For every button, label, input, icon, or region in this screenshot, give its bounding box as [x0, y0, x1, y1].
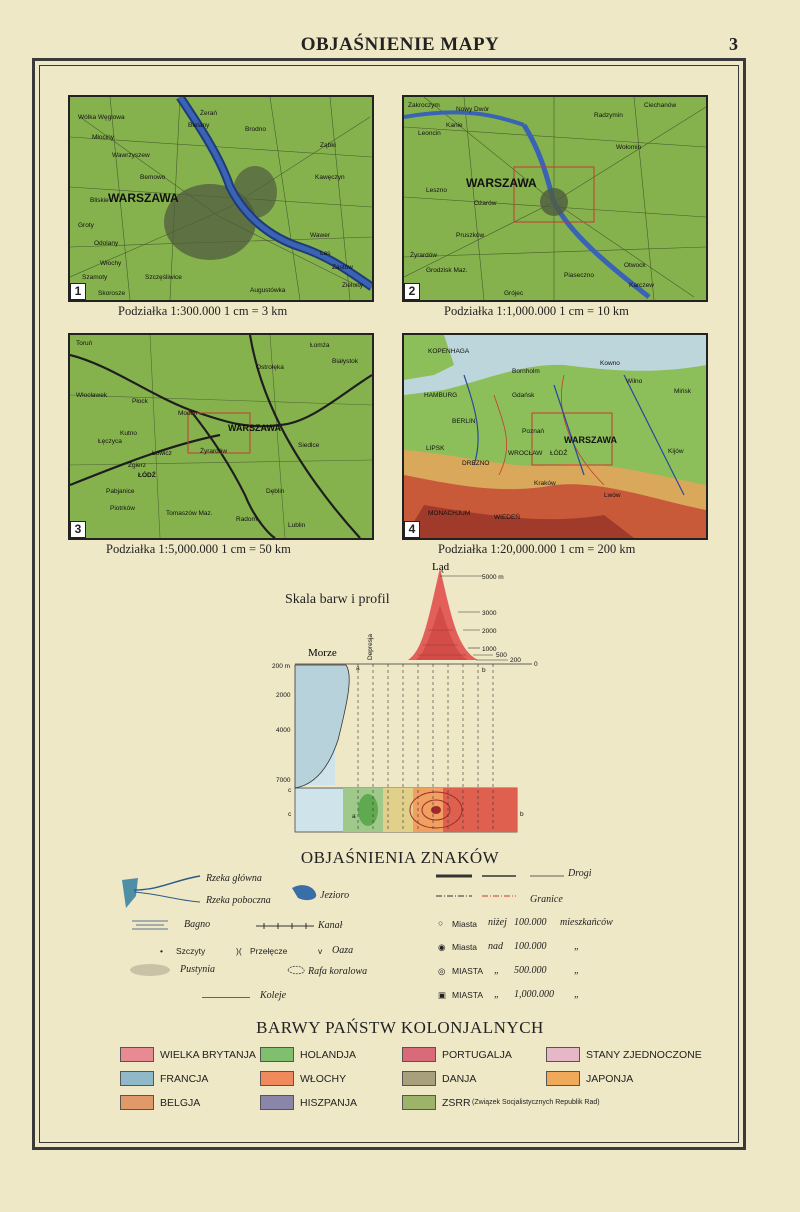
main-river-icon [134, 876, 200, 890]
swatch-portugal [402, 1047, 436, 1062]
svg-text:Las: Las [320, 250, 331, 257]
city-row-2-qualifier: nad [488, 941, 503, 952]
colonial-title: BARWY PAŃSTW KOLONJALNYCH [256, 1018, 544, 1037]
svg-text:b: b [482, 667, 486, 674]
svg-text:Pabjanice: Pabjanice [106, 488, 135, 495]
map-4-number: 4 [404, 521, 420, 538]
city-symbol-medium-icon: ◉ [438, 942, 446, 952]
svg-text:ŁÓDŹ: ŁÓDŹ [550, 450, 568, 457]
city-row-4-value: 1,000.000 [514, 989, 554, 1000]
svg-text:Szamoty: Szamoty [82, 274, 108, 281]
roads-label: Drogi [568, 868, 592, 879]
svg-text:Brodno: Brodno [245, 126, 266, 133]
svg-text:Pruszków: Pruszków [456, 232, 485, 239]
desert-icon [130, 964, 170, 976]
svg-text:Białystok: Białystok [332, 358, 359, 365]
river-mouth-icon [122, 878, 138, 908]
coral-reef-icon [288, 966, 304, 974]
city-row-4-unit: „ [574, 989, 580, 1000]
city-row-1-unit: mieszkańców [560, 917, 613, 928]
label-france: FRANCJA [160, 1073, 209, 1085]
swamp-canal-icons [128, 916, 348, 936]
label-ussr-note: (Związek Socjalistycznych Republik Rad) [472, 1099, 600, 1106]
main-river-label: Rzeka główna [206, 873, 262, 884]
swatch-usa [546, 1047, 580, 1062]
svg-text:Kowno: Kowno [600, 360, 620, 367]
svg-text:Augustówka: Augustówka [250, 287, 286, 294]
desert-label: Pustynia [180, 964, 215, 975]
page-title: OBJAŚNIENIE MAPY [300, 34, 500, 55]
svg-text:Groty: Groty [78, 222, 94, 229]
svg-text:Poznań: Poznań [522, 428, 545, 435]
label-usa: STANY ZJEDNOCZONE [586, 1049, 702, 1061]
map-2-warsaw-region [402, 95, 708, 302]
city-row-2-unit: „ [574, 941, 580, 952]
svg-text:a: a [356, 665, 360, 672]
svg-text:Ciechanów: Ciechanów [644, 102, 677, 109]
map-1-scale: Podziałka 1:300.000 1 cm = 3 km [118, 304, 288, 318]
svg-text:c: c [288, 787, 292, 794]
svg-text:Ostrołęka: Ostrołęka [256, 364, 284, 371]
svg-text:Skorosze: Skorosze [98, 290, 126, 297]
svg-text:Grodzisk Maz.: Grodzisk Maz. [426, 267, 468, 274]
svg-text:LIPSK: LIPSK [426, 445, 445, 452]
svg-text:0: 0 [534, 661, 538, 668]
svg-text:4000: 4000 [276, 727, 291, 734]
svg-text:Bliskie: Bliskie [90, 197, 109, 204]
swatch-spain [260, 1095, 294, 1110]
railways-label: Koleje [260, 990, 287, 1001]
svg-text:200: 200 [510, 657, 521, 664]
svg-text:Piaseczno: Piaseczno [564, 272, 594, 279]
city-symbol-small-icon: ○ [438, 918, 444, 928]
svg-text:Lwów: Lwów [604, 492, 621, 499]
svg-text:Zielony: Zielony [342, 282, 363, 289]
city-row-3-unit: „ [574, 965, 580, 976]
svg-text:Kutno: Kutno [120, 430, 137, 437]
signs-title: OBJAŚNIENIA ZNAKÓW [300, 848, 500, 867]
city-row-4-name: MIASTA [452, 990, 484, 1000]
map-2-city-label: WARSZAWA [466, 176, 537, 190]
city-row-3-name: MIASTA [452, 966, 484, 976]
svg-text:Wawrzyszew: Wawrzyszew [112, 152, 150, 159]
svg-text:7000: 7000 [276, 777, 291, 784]
svg-text:Tomaszów Maz.: Tomaszów Maz. [166, 510, 213, 517]
svg-text:Płock: Płock [132, 398, 148, 405]
svg-text:Gdańsk: Gdańsk [512, 392, 535, 399]
desert-reef-icons [128, 962, 328, 982]
lake-icon [292, 885, 316, 900]
svg-text:HAMBURG: HAMBURG [424, 392, 458, 399]
svg-text:Karczew: Karczew [629, 282, 654, 289]
map-3-scale: Podziałka 1:5,000.000 1 cm = 50 km [106, 542, 291, 556]
swatch-great-britain [120, 1047, 154, 1062]
svg-text:3000: 3000 [482, 610, 497, 617]
svg-text:Łowicz: Łowicz [152, 450, 172, 457]
label-great-britain: WIELKA BRYTANJA [160, 1049, 256, 1061]
svg-text:Siedlce: Siedlce [298, 442, 320, 449]
svg-text:KOPENHAGA: KOPENHAGA [428, 348, 470, 355]
swatch-netherlands [260, 1047, 294, 1062]
svg-text:Dęblin: Dęblin [266, 488, 285, 495]
city-row-4-qualifier: „ [494, 989, 500, 1000]
svg-text:Nowy Dwór: Nowy Dwór [456, 106, 490, 113]
svg-text:Bemowo: Bemowo [140, 174, 166, 181]
oasis-label: Oaza [332, 945, 354, 956]
tributary-label: Rzeka poboczna [206, 895, 271, 906]
swatch-france [120, 1071, 154, 1086]
map-1-warsaw-city [68, 95, 374, 302]
svg-text:Lublin: Lublin [288, 522, 306, 529]
map-2-scale: Podziałka 1:1,000.000 1 cm = 10 km [444, 304, 629, 318]
svg-text:Leoncin: Leoncin [418, 130, 441, 137]
city-row-1-name: Miasta [452, 919, 478, 929]
railway-icon [202, 997, 250, 998]
svg-text:Kawęczyn: Kawęczyn [315, 174, 345, 181]
city-row-1-value: 100.000 [514, 917, 547, 928]
label-italy: WŁOCHY [300, 1073, 347, 1085]
svg-text:Radzymin: Radzymin [594, 112, 623, 119]
page-number: 3 [729, 34, 738, 54]
svg-text:Szczęśliwice: Szczęśliwice [145, 274, 182, 281]
city-symbol-large-icon: ◎ [438, 966, 446, 976]
svg-text:Włocławek: Włocławek [76, 392, 108, 399]
map-4-scale: Podziałka 1:20,000.000 1 cm = 200 km [438, 542, 636, 556]
svg-text:Żerań: Żerań [200, 110, 217, 117]
svg-text:Toruń: Toruń [76, 340, 93, 347]
city-row-3-value: 500.000 [514, 965, 547, 976]
svg-text:Zgierz: Zgierz [128, 462, 147, 469]
svg-text:Wołomin: Wołomin [616, 144, 642, 151]
label-denmark: DANJA [442, 1073, 477, 1085]
svg-text:Młociny: Młociny [92, 134, 115, 141]
svg-text:Wawer: Wawer [310, 232, 330, 239]
svg-text:Grójec: Grójec [504, 290, 524, 297]
map-3-number: 3 [70, 521, 86, 538]
swatch-japan [546, 1071, 580, 1086]
passes-icon: )( [236, 946, 242, 956]
tributary-icon [134, 892, 200, 902]
label-japan: JAPONJA [586, 1073, 634, 1085]
city-row-1-qualifier: niżej [488, 917, 507, 928]
color-scale-profile [268, 560, 548, 840]
svg-text:Bielany: Bielany [188, 122, 210, 129]
svg-text:ŁÓDŹ: ŁÓDŹ [138, 472, 156, 479]
svg-text:MONACHJUM: MONACHJUM [428, 510, 471, 517]
label-ussr: ZSRR [442, 1097, 471, 1109]
svg-text:Ząbki: Ząbki [320, 142, 336, 149]
svg-text:Wilno: Wilno [626, 378, 643, 385]
svg-text:Kijów: Kijów [668, 448, 684, 455]
svg-text:a: a [352, 813, 356, 820]
svg-text:WIEDEŃ: WIEDEŃ [494, 514, 520, 521]
svg-text:Łomża: Łomża [310, 342, 330, 349]
city-row-2-value: 100.000 [514, 941, 547, 952]
svg-text:Piotrków: Piotrków [110, 505, 135, 512]
oasis-icon: v [318, 946, 323, 956]
svg-text:Włochy: Włochy [100, 260, 122, 267]
svg-text:Wólka Węglowa: Wólka Węglowa [78, 114, 125, 121]
label-netherlands: HOLANDJA [300, 1049, 357, 1061]
svg-text:Łęczyca: Łęczyca [98, 438, 122, 445]
svg-text:Radom: Radom [236, 516, 257, 523]
peaks-icon: • [160, 946, 163, 956]
map-2-number: 2 [404, 283, 420, 300]
map-3-central-poland [68, 333, 374, 540]
map-1-number: 1 [70, 283, 86, 300]
svg-text:Morze: Morze [308, 647, 337, 659]
coral-reef-label: Rafa koralowa [308, 966, 368, 977]
svg-text:BERLIN: BERLIN [452, 418, 476, 425]
svg-text:b: b [520, 811, 524, 818]
passes-label: Przełęcze [250, 946, 288, 956]
svg-text:Depresja: Depresja [367, 633, 374, 660]
svg-text:Odolany: Odolany [94, 240, 119, 247]
map-4-city-label: WARSZAWA [564, 435, 617, 445]
svg-text:1000: 1000 [482, 646, 497, 653]
borders-label: Granice [530, 894, 563, 905]
map-1-city-label: WARSZAWA [108, 191, 179, 205]
canal-label: Kanał [318, 920, 343, 931]
svg-text:Ląd: Ląd [432, 561, 450, 573]
svg-text:Kanie: Kanie [446, 122, 463, 129]
svg-text:Zakroczym: Zakroczym [408, 102, 440, 109]
svg-text:Zastów: Zastów [332, 264, 353, 271]
swatch-belgium [120, 1095, 154, 1110]
map-3-city-label: WARSZAWA [228, 423, 281, 433]
label-portugal: PORTUGALJA [442, 1049, 512, 1061]
svg-text:Żyrardów: Żyrardów [200, 448, 228, 455]
lake-label: Jezioro [320, 890, 350, 901]
svg-text:Modlin: Modlin [178, 410, 198, 417]
swatch-ussr [402, 1095, 436, 1110]
svg-text:DREZNO: DREZNO [462, 460, 490, 467]
svg-text:Ożarów: Ożarów [474, 200, 497, 207]
swatch-italy [260, 1071, 294, 1086]
svg-text:Bornholm: Bornholm [512, 368, 540, 375]
label-spain: HISZPANJA [300, 1097, 357, 1109]
profile-title: Skala barw i profil [285, 592, 390, 607]
city-row-2-name: Miasta [452, 942, 478, 952]
svg-text:c: c [288, 811, 292, 818]
page-header [0, 34, 800, 58]
peaks-label: Szczyty [176, 946, 206, 956]
canal-icon [256, 923, 314, 929]
swamp-icon [132, 921, 168, 929]
svg-text:Mińsk: Mińsk [674, 388, 691, 395]
city-row-3-qualifier: „ [494, 965, 500, 976]
svg-text:2000: 2000 [482, 628, 497, 635]
label-belgium: BELGJA [160, 1097, 201, 1109]
svg-text:500: 500 [496, 652, 507, 659]
svg-text:Kraków: Kraków [534, 480, 556, 487]
map-4-central-europe [402, 333, 708, 540]
svg-text:Otwock: Otwock [624, 262, 646, 269]
svg-text:Leszno: Leszno [426, 187, 447, 194]
svg-text:Żyrardów: Żyrardów [410, 252, 438, 259]
svg-text:WROCŁAW: WROCŁAW [508, 450, 543, 457]
svg-text:2000: 2000 [276, 692, 291, 699]
swatch-denmark [402, 1071, 436, 1086]
svg-text:5000 m: 5000 m [482, 574, 504, 581]
svg-text:200 m: 200 m [272, 663, 291, 670]
city-symbol-capital-icon: ▣ [438, 990, 447, 1000]
swamp-label: Bagno [184, 919, 211, 930]
